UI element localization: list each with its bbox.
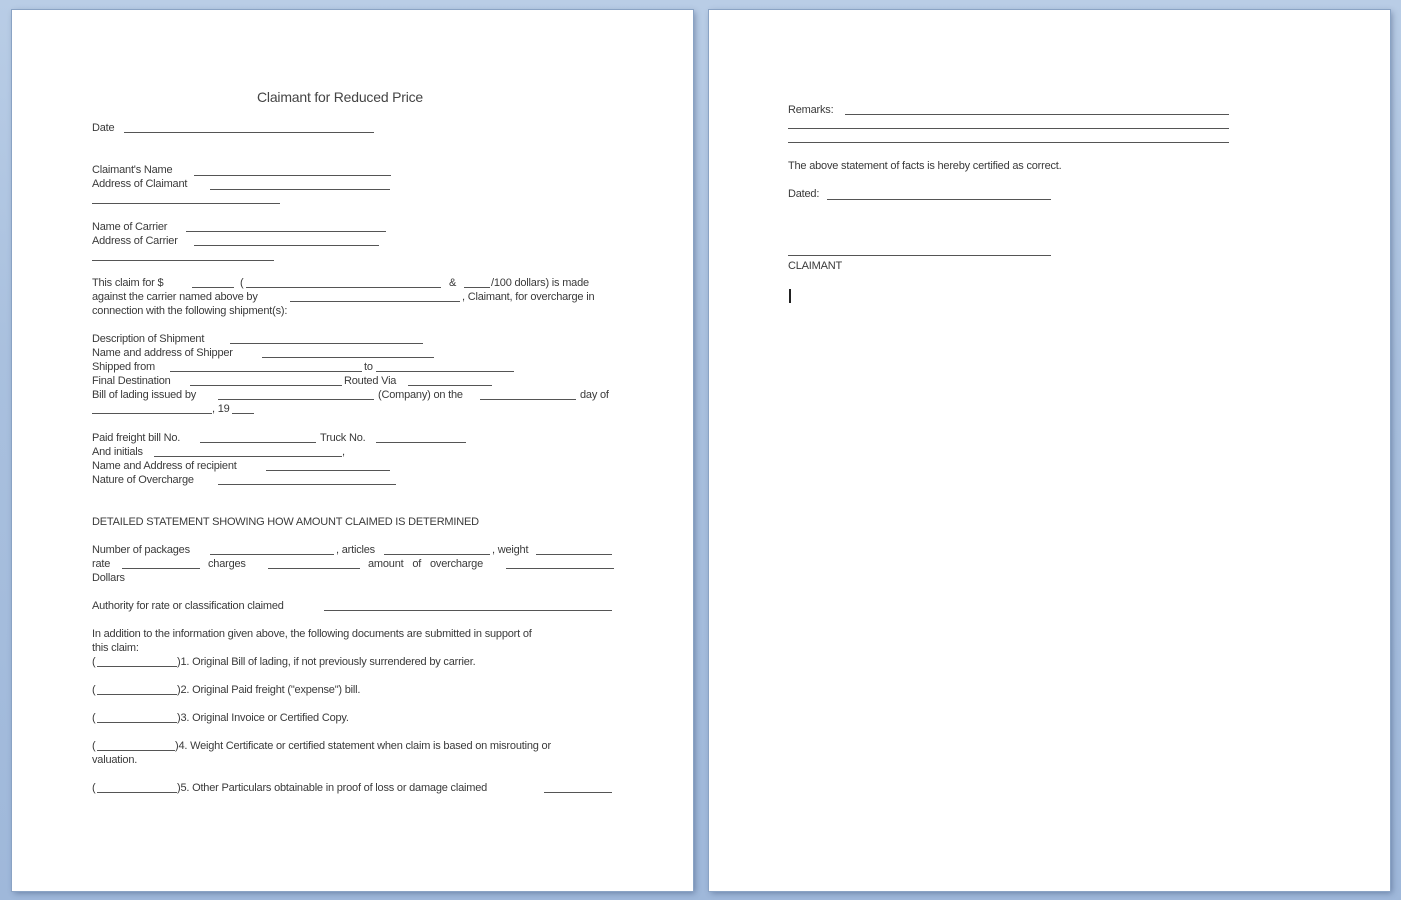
articles-line[interactable] — [384, 554, 490, 555]
packages-line[interactable] — [210, 554, 334, 555]
dollars-label: Dollars — [92, 572, 125, 584]
recipient-line[interactable] — [266, 470, 390, 471]
day-of-label: day of — [580, 389, 609, 401]
doc-1-text: )1. Original Bill of lading, if not previously surrendered by carrier. — [177, 656, 476, 668]
certify-text: The above statement of facts is hereby certified as correct. — [788, 160, 1062, 172]
final-destination-line[interactable] — [190, 385, 342, 386]
overcharge-nature-label: Nature of Overcharge — [92, 474, 194, 486]
initials-label: And initials — [92, 446, 143, 458]
company-label: (Company) on the — [378, 389, 463, 401]
shipped-from-label: Shipped from — [92, 361, 156, 373]
description-label: Description of Shipment — [92, 333, 205, 345]
claim-text-line2: against the carrier named above by — [92, 291, 258, 303]
claim-text-line2b: , Claimant, for overcharge in — [462, 291, 595, 303]
claimant-address-label: Address of Claimant — [92, 178, 188, 190]
remarks-line-1[interactable] — [845, 114, 1229, 115]
bill-issued-label: Bill of lading issued by — [92, 389, 197, 401]
articles-label: , articles — [336, 544, 375, 556]
document-page-1 — [12, 10, 693, 891]
doc-5-line[interactable] — [97, 792, 177, 793]
carrier-name-label: Name of Carrier — [92, 221, 168, 233]
truck-label: Truck No. — [320, 432, 366, 444]
rate-label: rate — [92, 558, 111, 570]
doc-4-continuation: valuation. — [92, 754, 138, 766]
doc-checkbox-open: ( — [92, 684, 96, 696]
claim-text: This claim for $ — [92, 277, 164, 289]
dated-label: Dated: — [788, 188, 820, 200]
remarks-line-2[interactable] — [788, 128, 1229, 129]
shipper-label: Name and address of Shipper — [92, 347, 233, 359]
doc-1-line[interactable] — [97, 666, 177, 667]
charges-label: charges — [208, 558, 246, 570]
doc-checkbox-open: ( — [92, 740, 96, 752]
addition-text: In addition to the information given above, the following documents are submitted in support of — [92, 628, 532, 640]
remarks-line-3[interactable] — [788, 142, 1229, 143]
claimant-address-line[interactable] — [210, 189, 390, 190]
doc-2-line[interactable] — [97, 694, 177, 695]
final-destination-label: Final Destination — [92, 375, 171, 387]
carrier-name-line[interactable] — [186, 231, 386, 232]
remarks-label: Remarks: — [788, 104, 834, 116]
authority-label: Authority for rate or classification claimed — [92, 600, 284, 612]
authority-line[interactable] — [324, 610, 612, 611]
routed-via-line[interactable] — [408, 385, 492, 386]
overcharge-nature-line[interactable] — [218, 484, 396, 485]
shipper-line[interactable] — [262, 357, 434, 358]
amount-line[interactable] — [506, 568, 614, 569]
year-label: , 19 — [212, 403, 230, 415]
claimant-name-line[interactable] — [194, 175, 391, 176]
addition-text-2: this claim: — [92, 642, 139, 654]
claimant-signature-label: CLAIMANT — [788, 260, 843, 272]
doc-4-text: )4. Weight Certificate or certified statement when claim is based on misrouting or — [175, 740, 551, 752]
doc-checkbox-open: ( — [92, 656, 96, 668]
doc-checkbox-open: ( — [92, 712, 96, 724]
detailed-heading: DETAILED STATEMENT SHOWING HOW AMOUNT CLAIMED IS DETERMINED — [92, 516, 479, 528]
shipped-to-line[interactable] — [376, 371, 514, 372]
claim-paren: ( — [240, 277, 244, 289]
recipient-label: Name and Address of recipient — [92, 460, 237, 472]
bill-issued-line[interactable] — [218, 399, 374, 400]
claim-amp: & — [449, 277, 457, 289]
paid-bill-line[interactable] — [200, 442, 316, 443]
packages-label: Number of packages — [92, 544, 190, 556]
weight-label: , weight — [492, 544, 529, 556]
weight-line[interactable] — [536, 554, 612, 555]
text-cursor — [789, 289, 791, 303]
claim-amount-line[interactable] — [192, 287, 234, 288]
doc-5-extra-line[interactable] — [544, 792, 612, 793]
shipped-from-line[interactable] — [170, 371, 362, 372]
page-title: Claimant for Reduced Price — [257, 89, 423, 105]
claimant-name-label: Claimant's Name — [92, 164, 173, 176]
doc-3-text: )3. Original Invoice or Certified Copy. — [177, 712, 349, 724]
initials-line[interactable] — [154, 456, 342, 457]
month-line[interactable] — [92, 413, 212, 414]
carrier-address-label: Address of Carrier — [92, 235, 178, 247]
claim-by-line[interactable] — [290, 301, 460, 302]
truck-line[interactable] — [376, 442, 466, 443]
claim-cents-line[interactable] — [464, 287, 490, 288]
signature-line[interactable] — [788, 255, 1051, 256]
routed-via-label: Routed Via — [344, 375, 397, 387]
claim-text-cont: /100 dollars) is made — [491, 277, 589, 289]
claim-text-line3: connection with the following shipment(s): — [92, 305, 288, 317]
amount-label: amount of overcharge — [368, 558, 484, 570]
rate-line[interactable] — [122, 568, 200, 569]
doc-3-line[interactable] — [97, 722, 177, 723]
claimant-address-line-2[interactable] — [92, 203, 280, 204]
doc-2-text: )2. Original Paid freight ("expense") bill. — [177, 684, 361, 696]
claim-words-line[interactable] — [246, 287, 441, 288]
initials-comma: , — [342, 446, 345, 458]
dated-line[interactable] — [827, 199, 1051, 200]
paid-bill-label: Paid freight bill No. — [92, 432, 181, 444]
carrier-address-line-2[interactable] — [92, 260, 274, 261]
date-label: Date — [92, 122, 115, 134]
doc-checkbox-open: ( — [92, 782, 96, 794]
date-line[interactable] — [124, 132, 374, 133]
doc-4-line[interactable] — [97, 750, 175, 751]
document-page-2 — [709, 10, 1390, 891]
charges-line[interactable] — [268, 568, 360, 569]
day-line[interactable] — [480, 399, 576, 400]
doc-5-text: )5. Other Particulars obtainable in proof of loss or damage claimed — [177, 782, 488, 794]
year-line[interactable] — [232, 413, 254, 414]
to-label: to — [364, 361, 373, 373]
carrier-address-line[interactable] — [194, 245, 379, 246]
description-line[interactable] — [230, 343, 423, 344]
